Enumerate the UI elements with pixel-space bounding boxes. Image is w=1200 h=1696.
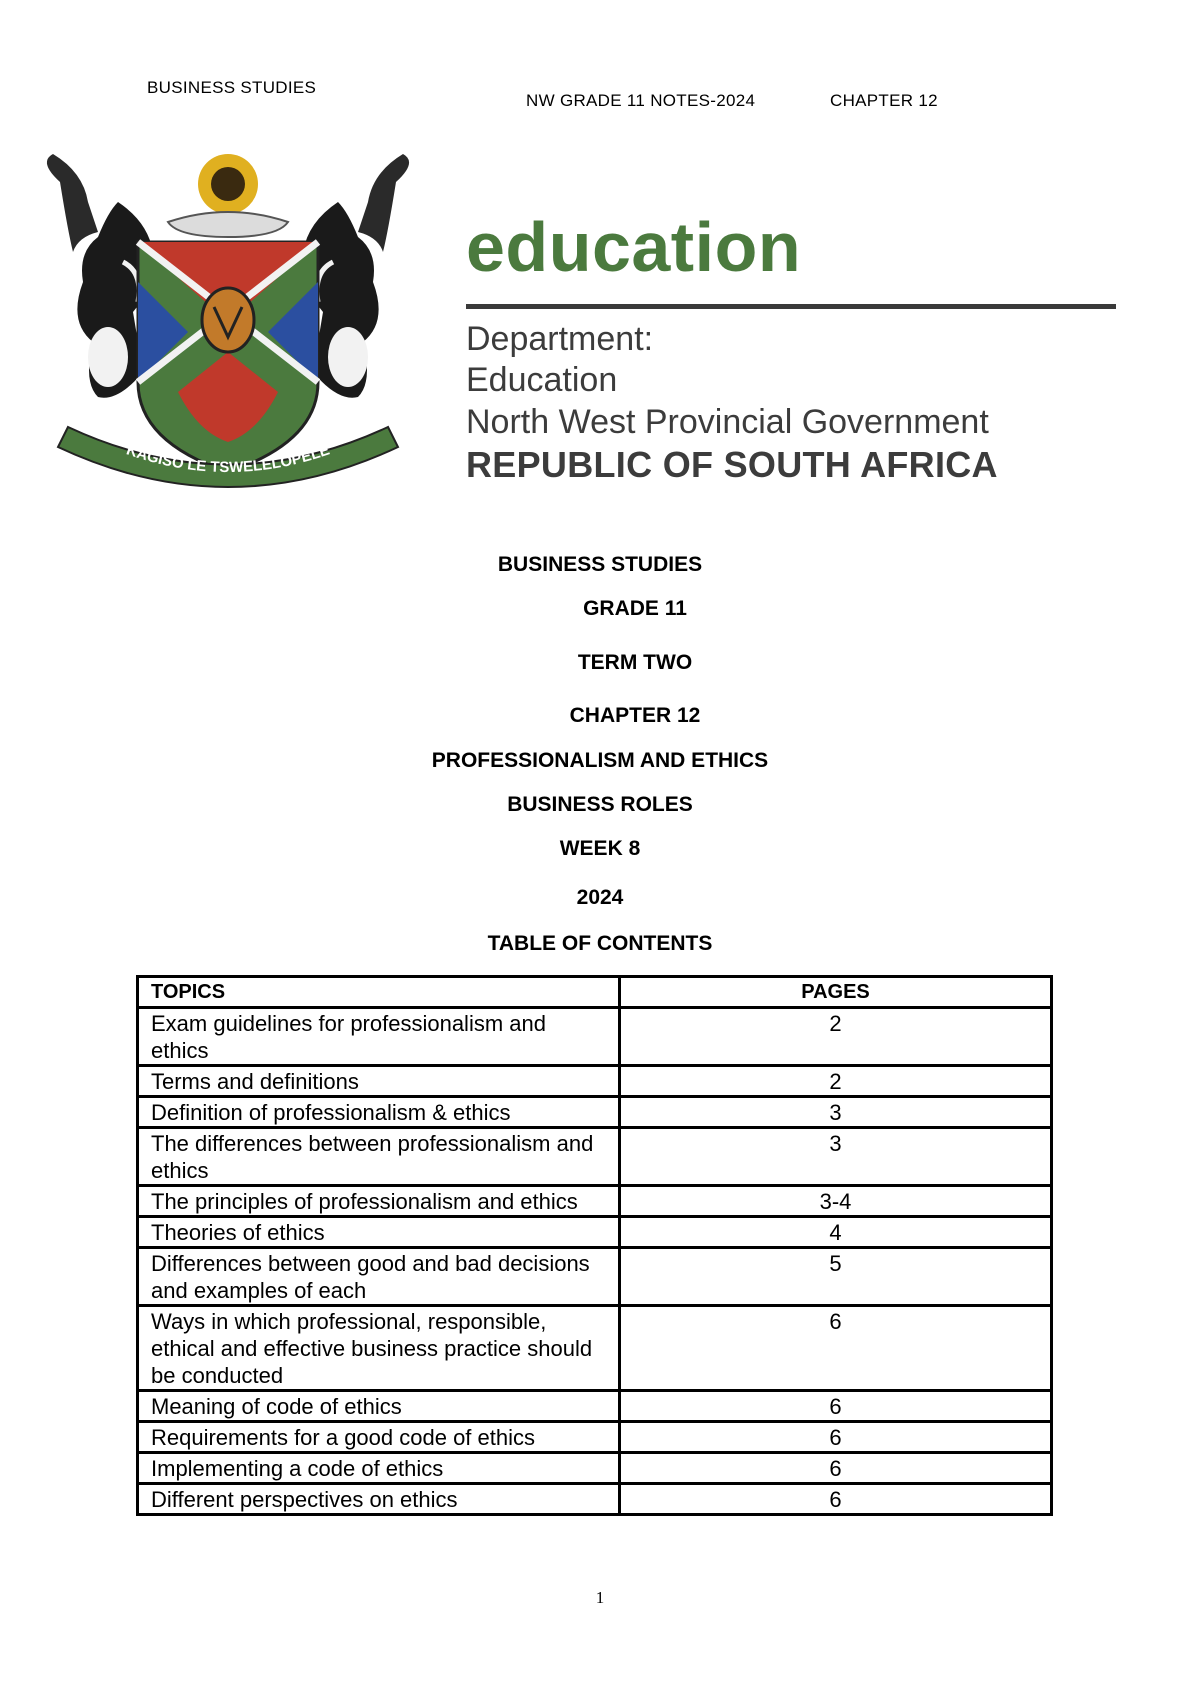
table-row bbox=[138, 1128, 1052, 1186]
toc-header-row bbox=[138, 977, 1052, 1008]
toc-heading: TABLE OF CONTENTS bbox=[487, 932, 713, 955]
title-term: TERM TWO bbox=[577, 651, 693, 674]
sunflower-icon bbox=[198, 154, 258, 214]
dept-name: Education bbox=[466, 361, 618, 400]
table-row bbox=[138, 1097, 1052, 1128]
header-chapter: CHAPTER 12 bbox=[830, 91, 938, 110]
logo-divider bbox=[466, 304, 1116, 309]
shield-icon bbox=[138, 242, 318, 472]
table-row bbox=[138, 1391, 1052, 1422]
table-row bbox=[138, 1248, 1052, 1306]
header-subject: BUSINESS STUDIES bbox=[147, 78, 317, 97]
page-number: 1 bbox=[595, 1588, 605, 1607]
toc-topic: Differences between good and bad decisions and examples of each bbox=[138, 1248, 620, 1306]
toc-pages: 6 bbox=[620, 1391, 1052, 1422]
toc-topic: Exam guidelines for professionalism and ethics bbox=[138, 1008, 620, 1066]
table-row bbox=[138, 1306, 1052, 1391]
toc-topic: Meaning of code of ethics bbox=[138, 1391, 620, 1422]
toc-topic: Implementing a code of ethics bbox=[138, 1453, 620, 1484]
toc-topic: Different perspectives on ethics bbox=[138, 1484, 620, 1515]
dept-government: North West Provincial Government bbox=[466, 402, 989, 441]
toc-header-topics: TOPICS bbox=[138, 977, 620, 1008]
toc-topic: Theories of ethics bbox=[138, 1217, 620, 1248]
table-row bbox=[138, 1186, 1052, 1217]
title-topic: PROFESSIONALISM AND ETHICS bbox=[431, 749, 769, 772]
toc-topic: Terms and definitions bbox=[138, 1066, 620, 1097]
toc-pages: 6 bbox=[620, 1306, 1052, 1391]
toc-pages: 3 bbox=[620, 1097, 1052, 1128]
toc-topic: Requirements for a good code of ethics bbox=[138, 1422, 620, 1453]
header-notes-title: NW GRADE 11 NOTES-2024 bbox=[526, 91, 756, 110]
table-row bbox=[138, 1008, 1052, 1066]
department-logo-text bbox=[466, 208, 1126, 487]
title-chapter: CHAPTER 12 bbox=[569, 704, 701, 727]
toc-pages: 3-4 bbox=[620, 1186, 1052, 1217]
coat-of-arms-logo bbox=[28, 142, 428, 512]
toc-header-pages: PAGES bbox=[620, 977, 1052, 1008]
title-year: 2024 bbox=[576, 886, 624, 909]
toc-pages: 2 bbox=[620, 1066, 1052, 1097]
table-row bbox=[138, 1453, 1052, 1484]
title-subject: BUSINESS STUDIES bbox=[497, 553, 703, 576]
toc-topic: The principles of professionalism and ethics bbox=[138, 1186, 620, 1217]
title-roles: BUSINESS ROLES bbox=[507, 793, 693, 816]
toc-pages: 5 bbox=[620, 1248, 1052, 1306]
toc-topic: The differences between professionalism and ethics bbox=[138, 1128, 620, 1186]
education-wordmark: education bbox=[466, 208, 802, 286]
title-grade: GRADE 11 bbox=[583, 597, 687, 620]
motto-text: KAGISO LE TSWELELOPELE bbox=[124, 441, 332, 477]
table-row bbox=[138, 1066, 1052, 1097]
toc-pages: 4 bbox=[620, 1217, 1052, 1248]
toc-pages: 6 bbox=[620, 1484, 1052, 1515]
table-of-contents bbox=[136, 975, 1053, 1516]
title-week: WEEK 8 bbox=[559, 837, 641, 860]
toc-topic: Ways in which professional, responsible, ethical and effective business practice should be conducted bbox=[138, 1306, 620, 1391]
table-row bbox=[138, 1217, 1052, 1248]
dept-label: Department: bbox=[466, 320, 654, 358]
table-row bbox=[138, 1422, 1052, 1453]
table-row bbox=[138, 1484, 1052, 1515]
toc-topic: Definition of professionalism & ethics bbox=[138, 1097, 620, 1128]
toc-pages: 3 bbox=[620, 1128, 1052, 1186]
toc-pages: 6 bbox=[620, 1453, 1052, 1484]
dept-country: REPUBLIC OF SOUTH AFRICA bbox=[466, 444, 998, 486]
toc-pages: 6 bbox=[620, 1422, 1052, 1453]
toc-pages: 2 bbox=[620, 1008, 1052, 1066]
